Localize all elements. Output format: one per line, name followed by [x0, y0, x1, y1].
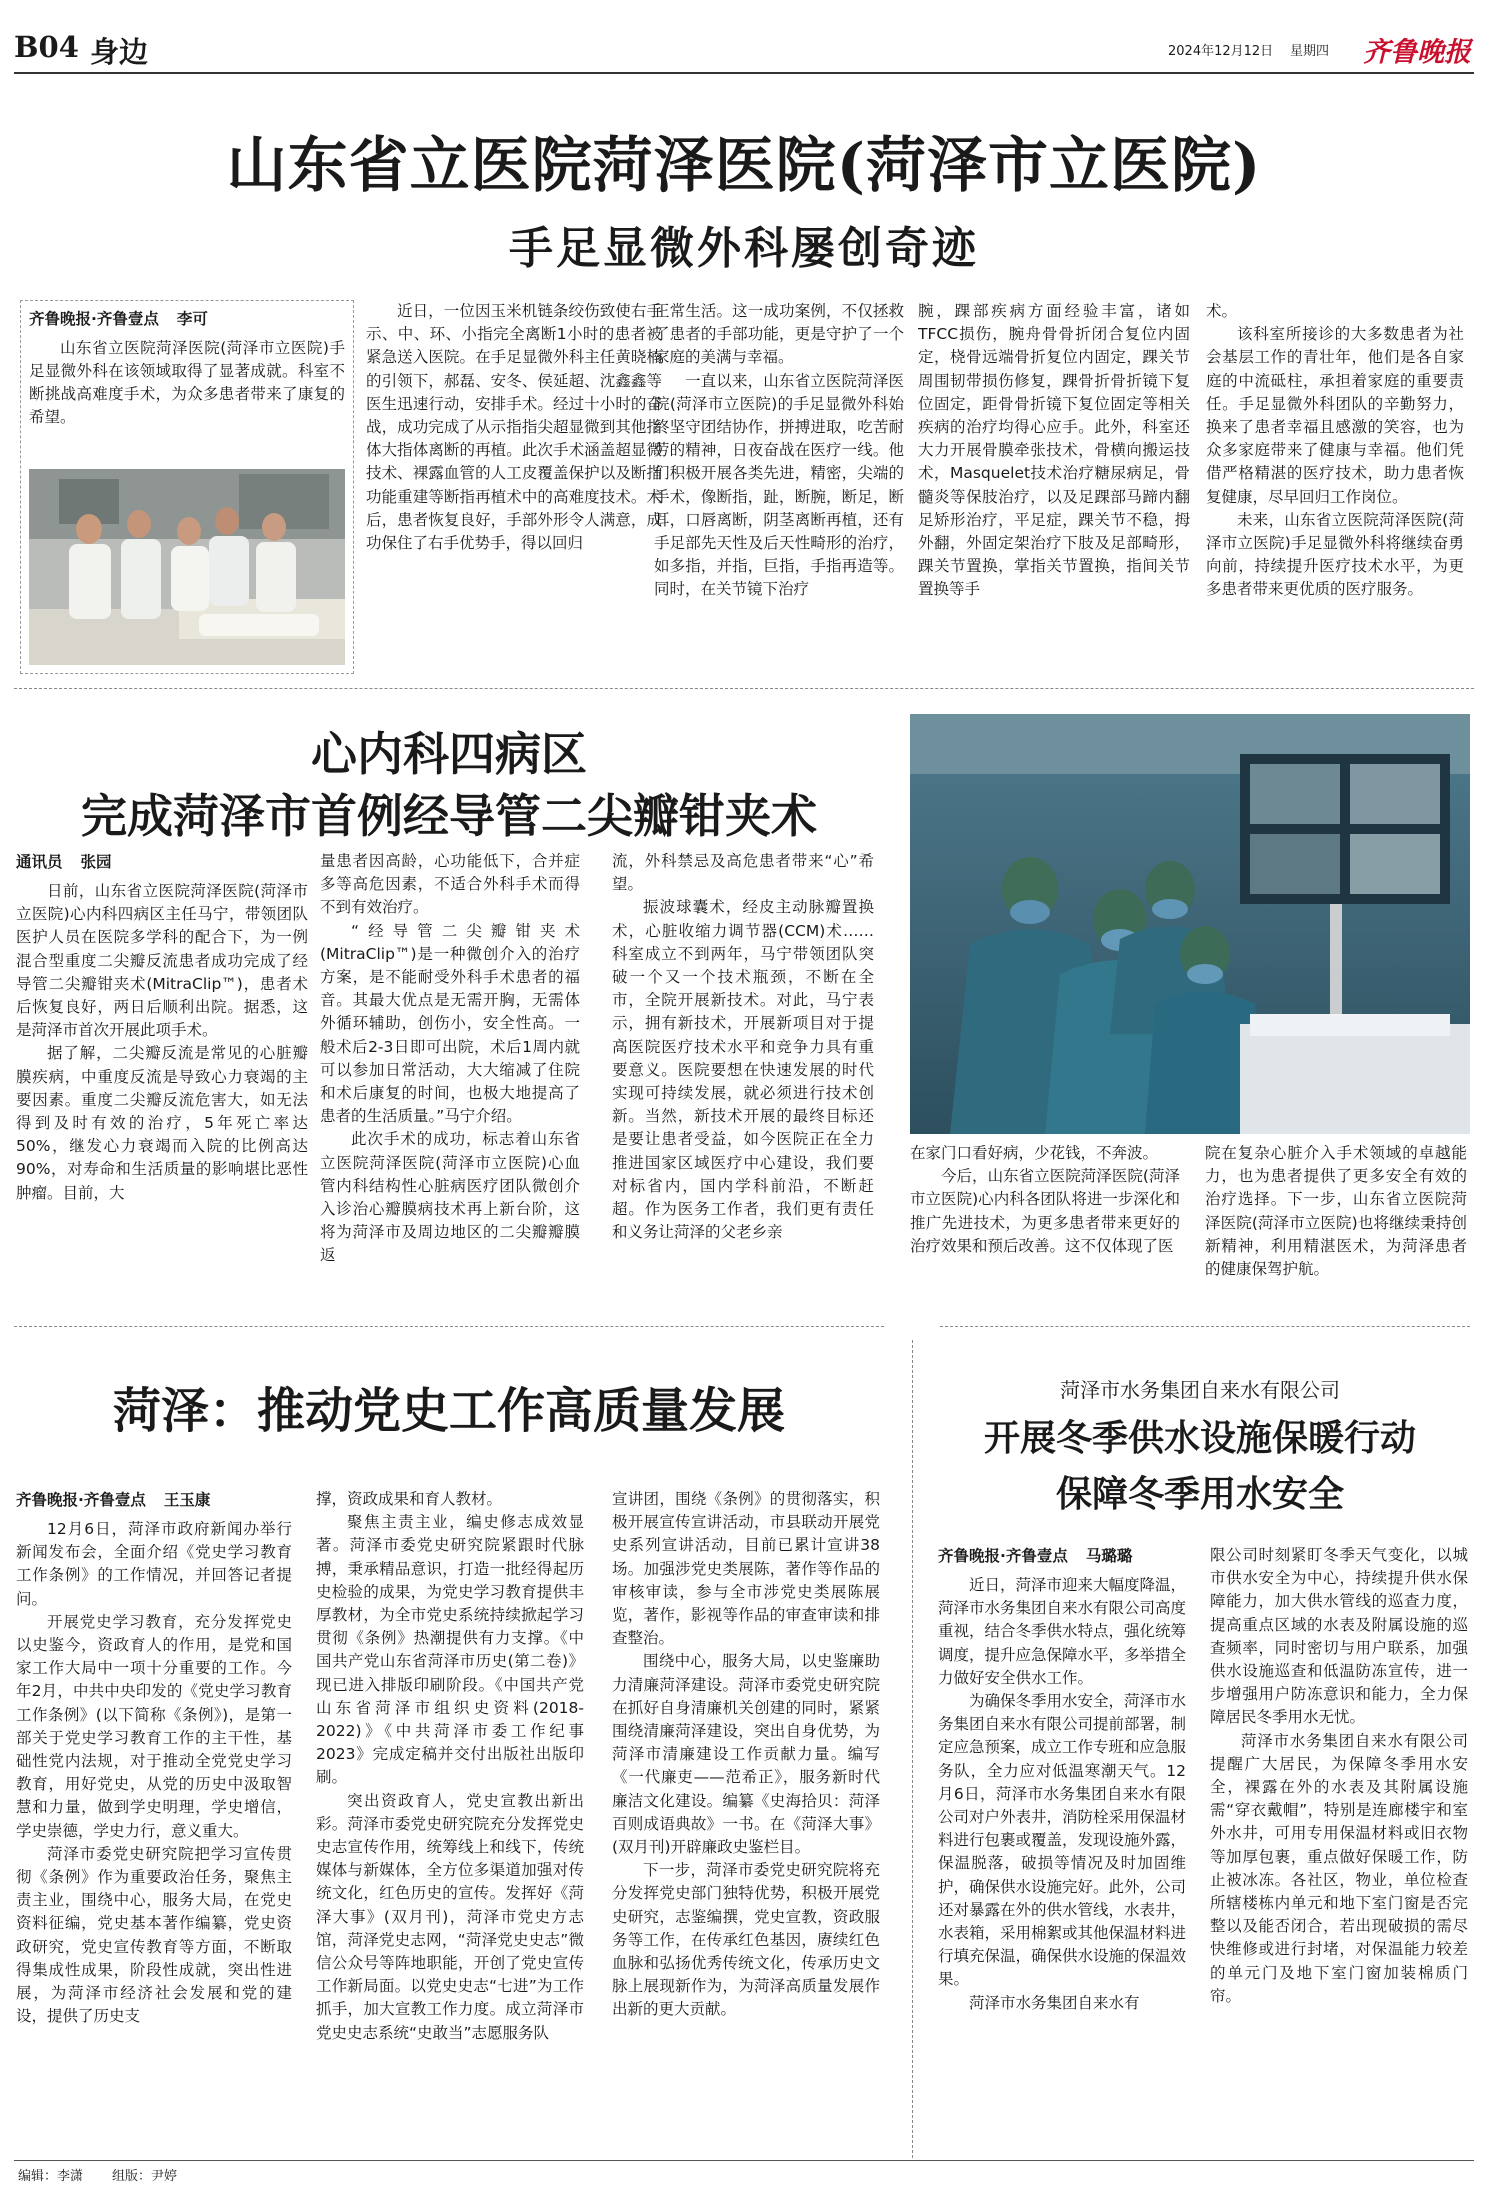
byline-source: 齐鲁晚报·齐鲁壹点 [938, 1547, 1068, 1565]
surgery-team-photo [910, 714, 1470, 1134]
paragraph: 今后，山东省立医院菏泽医院(菏泽市立医院)心内科各团队将进一步深化和推广先进技术，为更多患者带来更好的治疗效果和预后改善。这不仅体现了医 [910, 1167, 1180, 1255]
article1-lead: 山东省立医院菏泽医院(菏泽市立医院)手足显微外科在该领域取得了显著成就。科室不断挑战高难度手术，为众多患者带来了康复的希望。 [29, 339, 345, 426]
footer-editor: 编辑：李潇 [18, 2169, 84, 2184]
byline-author: 张园 [80, 853, 112, 871]
paragraph: 宣讲团，围绕《条例》的贯彻落实，积极开展宣传宣讲活动，市县联动开展党史系列宣讲活动，目前已累计宣讲38场。加强涉党史类展陈，著作等作品的审核审读，参与全市涉党史类展陈展览，著作，影视等作品的审查审读和排查整治。 [612, 1490, 880, 1648]
article1-col4 [1206, 300, 1464, 672]
article3-col3 [612, 1488, 880, 2158]
article4-col2 [1210, 1544, 1468, 2158]
article2-col4 [910, 1142, 1180, 1302]
article2-col5 [1205, 1142, 1467, 1302]
article2-title-line2: 完成菏泽市首例经导管二尖瓣钳夹术 [81, 789, 817, 843]
byline-role: 通讯员 [16, 853, 63, 871]
footer-layout: 组版：尹婷 [112, 2169, 178, 2184]
footer-rule [14, 2160, 1474, 2161]
article4-kicker: 菏泽市水务集团自来水有限公司 [1060, 1378, 1340, 1402]
paragraph: 围绕中心，服务大局，以史鉴廉助力清廉菏泽建设。菏泽市委党史研究院在抓好自身清廉机关创建的同时，紧紧围绕清廉菏泽建设，突出自身优势，为菏泽市清廉建设工作贡献力量。编写《一代廉吏——范希正》，服务新时代廉洁文化建设。编纂《史海拾贝：菏泽百则成语典故》一书。在《菏泽大事》(双月刊)开辟廉政史鉴栏目。 [612, 1652, 880, 1857]
header-rule [14, 72, 1474, 74]
article1-title: 山东省立医院菏泽医院(菏泽市立医院) [226, 131, 1262, 201]
article1-byline [29, 307, 208, 329]
byline-source: 齐鲁晚报·齐鲁壹点 [29, 310, 159, 328]
paragraph: 聚焦主责主业，编史修志成效显著。菏泽市委党史研究院紧跟时代脉搏，秉承精品意识，打造一批经得起历史检验的成果，为党史学习教育提供丰厚教材，为全市党史系统持续掀起学习贯彻《条例》热潮提供有力支撑。《中国共产党山东省菏泽市历史(第二卷)》现已进入排版印刷阶段。《中国共产党山东省菏泽市组织史资料(2018-2022)》《中共菏泽市委工作纪事2023》完成定稿并交付出版社出版印刷。 [316, 1513, 584, 1787]
paragraph: “经导管二尖瓣钳夹术(MitraClip™)是一种微创介入的治疗方案，是不能耐受外科手术患者的福音。其最大优点是无需开胸，无需体外循环辅助，创伤小，安全性高。一般术后2-3日即可出院，术后1周内就可以参加日常活动，大大缩减了住院和术后康复的时间，也极大地提高了患者的生活质量。”马宁介绍。 [320, 921, 580, 1126]
byline-source: 齐鲁晚报·齐鲁壹点 [16, 1491, 146, 1509]
header-weekday: 星期四 [1290, 44, 1330, 59]
section-name: 身边 [90, 35, 149, 69]
article1-subtitle: 手足显微外科屡创奇迹 [509, 223, 979, 274]
paragraph: 正常生活。这一成功案例，不仅拯救了患者的手部功能，更是守护了一个家庭的美满与幸福。 [654, 302, 904, 367]
paragraph: 限公司时刻紧盯冬季天气变化，以城市供水安全为中心，持续提升供水保障能力，加大供水管线的巡查力度，提高重点区域的水表及附属设施的巡查频率，同时密切与用户联系，加强供水设施巡查和低温防冻宣传，进一步增强用户防冻意识和能力，全力保障居民冬季用水无忧。 [1210, 1546, 1468, 1727]
article3-col2 [316, 1488, 584, 2158]
paragraph: 撑，资政成果和育人教材。 [316, 1490, 503, 1508]
article4-byline [938, 1544, 1132, 1566]
paragraph: 为确保冬季用水安全，菏泽市水务集团自来水有限公司提前部署，制定应急预案，成立工作专班和应急服务队，全力应对低温寒潮天气。12月6日，菏泽市水务集团自来水有限公司对户外表井，消防栓采用保温材料进行包裹或覆盖，发现设施外露，保温脱落，破损等情况及时加固维护，确保供水设施完好。此外，公司还对暴露在外的供水管线，水表井，水表箱，采用棉絮或其他保温材料进行填充保温，确保供水设施的保温效果。 [938, 1692, 1186, 1989]
paper-logo: 齐鲁晚报 [1363, 37, 1471, 68]
paragraph: 近日，菏泽市迎来大幅度降温，菏泽市水务集团自来水有限公司高度重视，结合冬季供水特点，强化统筹调度，提升应急保障水平，多举措全力做好安全供水工作。 [938, 1576, 1186, 1687]
article4-title-line1: 开展冬季供水设施保暖行动 [983, 1417, 1416, 1459]
paragraph: 院在复杂心脏介入手术领域的卓越能力，也为患者提供了更多安全有效的治疗选择。下一步，山东省立医院菏泽医院(菏泽市立医院)也将继续秉持创新精神，利用精湛医术，为菏泽患者的健康保驾护航。 [1205, 1144, 1467, 1279]
paragraph: 近日，一位因玉米机链条绞伤致使右手示、中、环、小指完全离断1小时的患者被紧急送入医院。在手足显微外科主任黄晓楠的引领下，郝磊、安冬、侯延超、沈鑫鑫等医生迅速行动，安排手术。经过十小时的奋战，成功完成了从示指指尖超显微到其他指体大指体离断的再植。此次手术涵盖超显微技术、裸露血管的人工皮覆盖保护以及断指功能重建等断指再植术中的高难度技术。术后，患者恢复良好，手部外形令人满意，成功保住了右手优势手，得以回归 [366, 302, 662, 553]
article4-col1 [938, 1574, 1186, 2158]
paragraph: 开展党史学习教育，充分发挥党史以史鉴今，资政育人的作用，是党和国家工作大局中一项十分重要的工作。今年2月，中共中央印发的《党史学习教育工作条例》(以下简称《条例》)，是第一部关于党史学习教育工作的主干性，基础性党内法规，对于推动全党党史学习教育，用好党史，从党的历史中汲取智慧和力量，做到学史明理，学史增信，学史崇德，学史力行，意义重大。 [16, 1612, 292, 1840]
paragraph: 振波球囊术，经皮主动脉瓣置换术，心脏收缩力调节器(CCM)术……科室成立不到两年，马宁带领团队突破一个又一个技术瓶颈，不断在全市，全院开展新技术。对此，马宁表示，拥有新技术，开展新项目对于提高医院医疗技术水平和竞争力具有重要意义。医院要想在快速发展的时代实现可持续发展，就必须进行技术创新。当然，新技术开展的最终目标还是要让患者受益，如今医院正在全力推进国家区域医疗中心建设，我们要对标省内，国内学科前沿，不断赶超。作为医务工作者，我们更有责任和义务让菏泽的父老乡亲 [612, 898, 874, 1242]
article2-col1 [16, 880, 308, 1300]
paragraph: 流，外科禁忌及高危患者带来“心”希望。 [612, 852, 874, 894]
article2-col2 [320, 850, 580, 1300]
article4-title-line2: 保障冬季用水安全 [1055, 1473, 1344, 1515]
article3-title: 菏泽：推动党史工作高质量发展 [112, 1383, 785, 1439]
paragraph: 术。 [1206, 302, 1238, 320]
article1-col3 [918, 300, 1190, 672]
page-code: B04 [14, 30, 79, 64]
divider [14, 1326, 884, 1327]
paragraph: 量患者因高龄，心功能低下，合并症多等高危因素，不适合外科手术而得不到有效治疗。 [320, 852, 580, 917]
byline-author: 李可 [176, 310, 208, 328]
paragraph: 下一步，菏泽市委党史研究院将充分发挥党史部门独特优势，积极开展党史研究，志鉴编撰，党史宣教，资政服务等工作，在传承红色基因，赓续红色血脉和弘扬优秀传统文化，传承历史文脉上展现新作为，为菏泽高质量发展作出新的更大贡献。 [612, 1861, 880, 2019]
paragraph: 未来，山东省立医院菏泽医院(菏泽市立医院)手足显微外科将继续奋勇向前，持续提升医疗技术水平，为更多患者带来更优质的医疗服务。 [1206, 510, 1464, 599]
byline-author: 马璐璐 [1085, 1547, 1133, 1565]
article1-col2 [654, 300, 904, 672]
paragraph: 日前，山东省立医院菏泽医院(菏泽市立医院)心内科四病区主任马宁，带领团队医护人员在医院多学科的配合下，为一例混合型重度二尖瓣反流患者成功完成了经导管二尖瓣钳夹术(MitraClip™)，患者术后恢复良好，两日后顺利出院。据悉，这是菏泽市首次开展此项手术。 [16, 882, 308, 1040]
header-date: 2024年12月12日 [1168, 44, 1274, 59]
paragraph: 菏泽市委党史研究院把学习宣传贯彻《条例》作为重要政治任务，聚焦主责主业，围绕中心，服务大局，在党史资料征编，党史基本著作编纂，党史资政研究，党史宣传教育等方面，不断取得集成性成果，阶段性成就，突出性进展，为菏泽市经济社会发展和党的建设，提供了历史支 [16, 1844, 292, 2026]
paragraph: 菏泽市水务集团自来水有限公司提醒广大居民，为保障冬季用水安全，裸露在外的水表及其附属设施需“穿衣戴帽”，特别是连廊楼宇和室外水井，可用专用保温材料或旧衣物等加厚包裹，重点做好保暖工作，防止被冰冻。各社区，物业，单位检查所辖楼栋内单元和地下室门窗是否完整以及能否闭合，若出现破损的需尽快维修或进行封堵，对保温能力较差的单元门及地下室门窗加装棉质门帘。 [1210, 1731, 1468, 2005]
paragraph: 此次手术的成功，标志着山东省立医院菏泽医院(菏泽市立医院)心血管内科结构性心脏病医疗团队微创介入诊治心瓣膜病技术再上新台阶，这将为菏泽市及周边地区的二尖瓣瓣膜返 [320, 1130, 580, 1265]
divider [14, 688, 1474, 689]
article2-title-line1: 心内科四病区 [311, 727, 587, 781]
paragraph: 一直以来，山东省立医院菏泽医院(菏泽市立医院)的手足显微外科始终坚守团结协作，拼搏进取，吃苦耐劳的精神，日夜奋战在医疗一线。他们积极开展各类先进，精密，尖端的手术，像断指，趾，断腕，断足，断耳，口唇离断，阴茎离断再植，还有手足部先天性及后天性畸形的治疗，如多指，并指，巨指，手指再造等。同时，在关节镜下治疗 [654, 371, 904, 599]
paragraph: 该科室所接诊的大多数患者为社会基层工作的青壮年，他们是各自家庭的中流砥柱，承担着家庭的重要责任。手足显微外科团队的辛勤努力，换来了患者幸福且感激的笑容，也为众多家庭带来了健康与幸福。他们凭借严格精湛的医疗技术，助力患者恢复健康，尽早回归工作岗位。 [1206, 325, 1464, 506]
paragraph: 据了解，二尖瓣反流是常见的心脏瓣膜疾病，中重度反流是导致心力衰竭的主要因素。重度二尖瓣反流危害大，如无法得到及时有效的治疗，5年死亡率达50%，继发心力衰竭而入院的比例高达90%，对寿命和生活质量的影响堪比恶性肿瘤。目前，大 [16, 1044, 308, 1202]
byline-author: 王玉康 [163, 1491, 211, 1509]
divider [940, 1326, 1470, 1327]
column-rule [912, 1340, 913, 2158]
paragraph: 突出资政育人，党史宣教出新出彩。菏泽市委党史研究院充分发挥党史史志宣传作用，统筹线上和线下，传统媒体与新媒体，全方位多渠道加强对传统文化，红色历史的宣传。发挥好《菏泽大事》(双月刊)，菏泽市党史方志馆，菏泽党史志网，“菏泽党史史志”微信公众号等阵地职能，开创了党史宣传工作新局面。以党史史志“七进”为工作抓手，加大宣教工作力度。成立菏泽市党史史志系统“史敢当”志愿服务队 [316, 1791, 584, 2042]
paragraph: 在家门口看好病，少花钱，不奔波。 [910, 1144, 1159, 1162]
article1-lead-box [20, 300, 354, 674]
paragraph: 腕，踝部疾病方面经验丰富，诸如TFCC损伤，腕舟骨骨折闭合复位内固定，桡骨远端骨折复位内固定，踝关节周围韧带损伤修复，踝骨折骨折镜下复位固定，距骨骨折镜下复位固定等相关疾病的治疗均得心应手。此外，科室还大力开展骨膜牵张技术，骨横向搬运技术，Masquelet技术治疗糖尿病足，骨髓炎等保肢治疗，以及足踝部马蹄内翻足矫形治疗，平足症，踝关节不稳，拇外翻，外固定架治疗下肢及足部畸形，踝关节置换，掌指关节置换，指间关节置换等手 [918, 302, 1190, 599]
article2-byline [16, 850, 112, 872]
article1-col1 [366, 300, 662, 672]
paragraph: 12月6日，菏泽市政府新闻办举行新闻发布会，全面介绍《党史学习教育工作条例》的工作情况，并回答记者提问。 [16, 1520, 292, 1608]
article3-byline [16, 1488, 210, 1510]
article3-col1 [16, 1518, 292, 2158]
doctors-ward-photo [29, 469, 345, 665]
paragraph: 菏泽市水务集团自来水有 [969, 1993, 1140, 2012]
article2-col3 [612, 850, 874, 1300]
